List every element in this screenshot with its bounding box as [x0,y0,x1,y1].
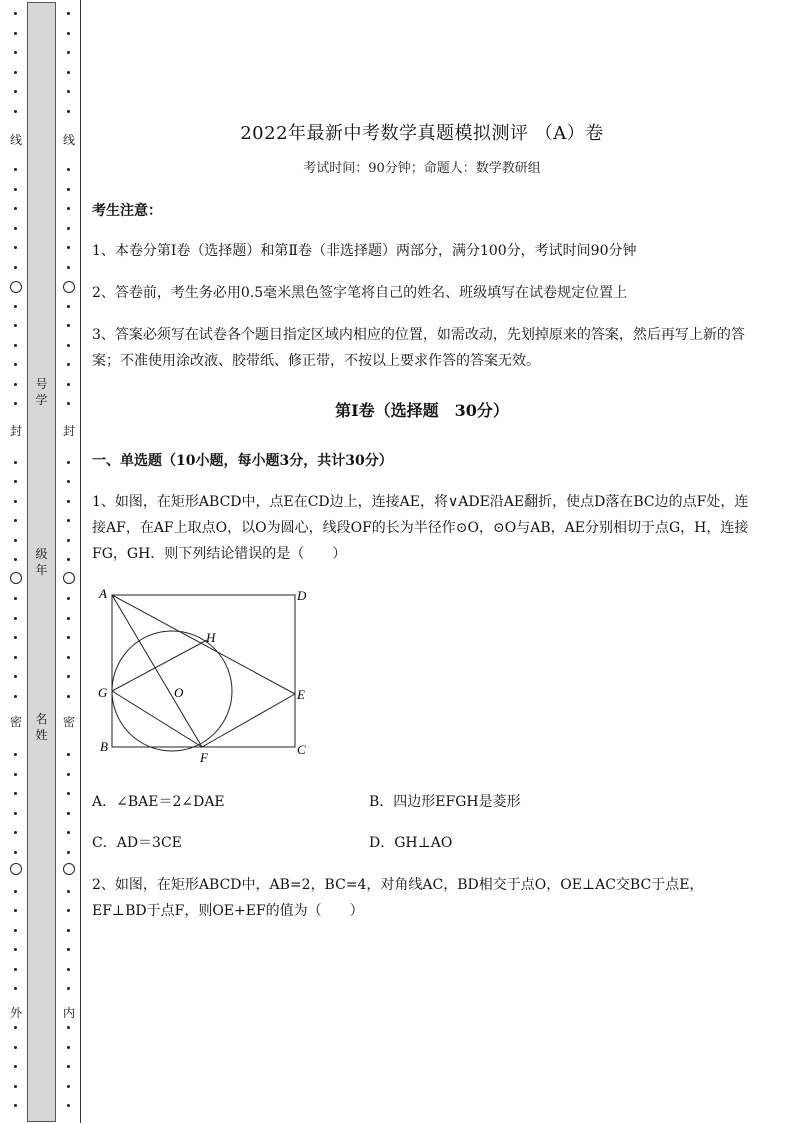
question-1-figure [92,583,322,768]
outer-mark-feng: 封 [9,424,22,438]
segment-gh [112,640,207,691]
dot [14,51,17,54]
dot [14,383,17,386]
label-b: B [100,739,108,754]
dot [14,188,17,191]
dot [67,324,70,327]
dot [67,71,70,74]
dot [14,71,17,74]
dot [67,812,70,815]
dot [14,909,17,912]
inner-mark-feng: 封 [62,424,75,438]
dot [67,753,70,756]
dot [14,558,17,561]
segment-af [112,595,202,747]
question-2-text: 2、如图，在矩形ABCD中，AB=2，BC=4，对角线AC，BD相交于点O，OE⊥AC交BC于点E，EF⊥BD于点F，则OE+EF的值为（ ） [92,877,704,919]
dot [14,363,17,366]
notice-heading: 考生注意： [92,203,162,219]
dot [67,12,70,15]
q1-option-c: C．AD＝3CE [92,835,182,851]
dot [67,305,70,308]
dot [67,929,70,932]
exam-info: 考试时间：90分钟；命题人：数学教研组 [303,161,541,176]
dot [14,12,17,15]
dot [14,227,17,230]
q1-option-d: D．GH⊥AO [369,835,453,851]
dot [67,32,70,35]
part-heading: 一、单选题（10小题，每小题3分，共计30分） [92,453,393,469]
binding-margin [0,0,82,1123]
dot [67,675,70,678]
outer-ring-icon [10,281,22,293]
dot [67,558,70,561]
notice-item-2: 2、答卷前，考生务必用0.5毫米黑色签字笔将自己的姓名、班级填写在试卷规定位置上 [92,285,628,301]
dot [67,695,70,698]
dot [67,948,70,951]
outer-ring-icon [10,572,22,584]
dot [67,227,70,230]
inner-ring-icon [63,281,75,293]
dot [14,1026,17,1029]
dot [14,948,17,951]
dot [14,695,17,698]
inner-mark-xian: 线 [62,133,75,147]
dot [14,987,17,990]
outer-cut-line [8,0,24,1123]
dot [14,402,17,405]
binding-rule [80,0,81,1123]
field-label-char: 名 [35,712,48,726]
dot [14,753,17,756]
outer-mark-wai: 外 [9,1006,22,1020]
dot [67,987,70,990]
dot [67,168,70,171]
dot [14,890,17,893]
dot [67,792,70,795]
label-o: O [174,685,184,700]
dot [14,831,17,834]
inner-cut-line [61,0,77,1123]
dot [14,1065,17,1068]
dot [67,1104,70,1107]
dot [14,812,17,815]
dot [14,461,17,464]
rectangle-circle-diagram [92,583,322,768]
q1-option-b: B．四边形EFGH是菱形 [369,794,521,810]
dot [67,363,70,366]
dot [67,383,70,386]
dot [67,519,70,522]
label-f: F [200,750,208,765]
field-label-char: 姓 [35,728,48,742]
dot [67,831,70,834]
field-label-char: 级 [35,547,48,561]
label-d: D [297,588,307,603]
dot [67,1026,70,1029]
dot [14,675,17,678]
dot [14,773,17,776]
label-g: G [98,685,108,700]
dot [14,168,17,171]
dot [67,636,70,639]
dot [67,773,70,776]
field-label-char: 年 [35,563,48,577]
dot [14,246,17,249]
q1-option-a: A．∠BAE＝2∠DAE [92,794,225,810]
dot [14,519,17,522]
dot [14,480,17,483]
inner-mark-mi: 密 [62,715,75,729]
dot [14,851,17,854]
label-h: H [206,630,216,645]
dot [14,344,17,347]
dot [14,1046,17,1049]
label-a: A [99,586,107,601]
dot [14,324,17,327]
field-label-char: 学 [35,393,48,407]
dot [14,207,17,210]
dot [67,461,70,464]
dot [67,968,70,971]
dot [67,656,70,659]
dot [14,90,17,93]
dot [14,636,17,639]
dot [67,617,70,620]
dot [14,539,17,542]
inner-ring-icon [63,863,75,875]
segment-ae [112,595,295,694]
dot [67,480,70,483]
question-1-text: 1、如图，在矩形ABCD中，点E在CD边上，连接AE，将∨ADE沿AE翻折，使点D落在BC边的点F处，连接AF，在AF上取点O，以O为圆心，线段OF的长为半径作⊙O，⊙O与AB，AE分别相切于点G，H，连接FG，GH．则下列结论错误的是（ ） [92,494,749,562]
dot [67,1046,70,1049]
dot [67,90,70,93]
dot [14,1085,17,1088]
section-title: 第Ⅰ卷（选择题 30分） [335,401,509,420]
dot [67,890,70,893]
dot [14,305,17,308]
dot [67,246,70,249]
dot [67,539,70,542]
dot [14,32,17,35]
student-number-label [27,376,56,408]
label-e: E [297,687,305,702]
notice-item-3: 3、答案必须写在试卷各个题目指定区域内相应的位置，如需改动，先划掉原来的答案，然后再写上新的答案；不准使用涂改液、胶带纸、修正带，不按以上要求作答的答案无效。 [92,327,745,369]
dot [67,344,70,347]
segment-gf [112,691,202,747]
label-c: C [297,742,306,757]
class-label [27,546,56,578]
dot [14,617,17,620]
dot [67,110,70,113]
segment-fe [202,694,295,747]
dot [14,656,17,659]
rectangle-abcd [112,595,295,747]
dot [67,266,70,269]
dot [67,851,70,854]
field-label-char: 号 [35,377,48,391]
dot [67,51,70,54]
outer-mark-xian: 线 [9,133,22,147]
dot [67,1065,70,1068]
inner-mark-nei: 内 [62,1006,75,1020]
dot [14,110,17,113]
dot [14,1104,17,1107]
dot [67,188,70,191]
notice-item-1: 1、本卷分第Ⅰ卷（选择题）和第Ⅱ卷（非选择题）两部分，满分100分，考试时间90分钟 [92,243,637,259]
circle-o [112,631,232,751]
dot [67,207,70,210]
inner-ring-icon [63,572,75,584]
outer-mark-mi: 密 [9,715,22,729]
dot [67,597,70,600]
dot [67,500,70,503]
outer-ring-icon [10,863,22,875]
dot [14,500,17,503]
dot [14,792,17,795]
dot [67,1085,70,1088]
dot [14,266,17,269]
name-label [27,711,56,743]
dot [67,402,70,405]
dot [14,968,17,971]
page-title: 2022年最新中考数学真题模拟测评 （A）卷 [240,123,604,144]
dot [14,929,17,932]
dot [14,597,17,600]
dot [67,909,70,912]
